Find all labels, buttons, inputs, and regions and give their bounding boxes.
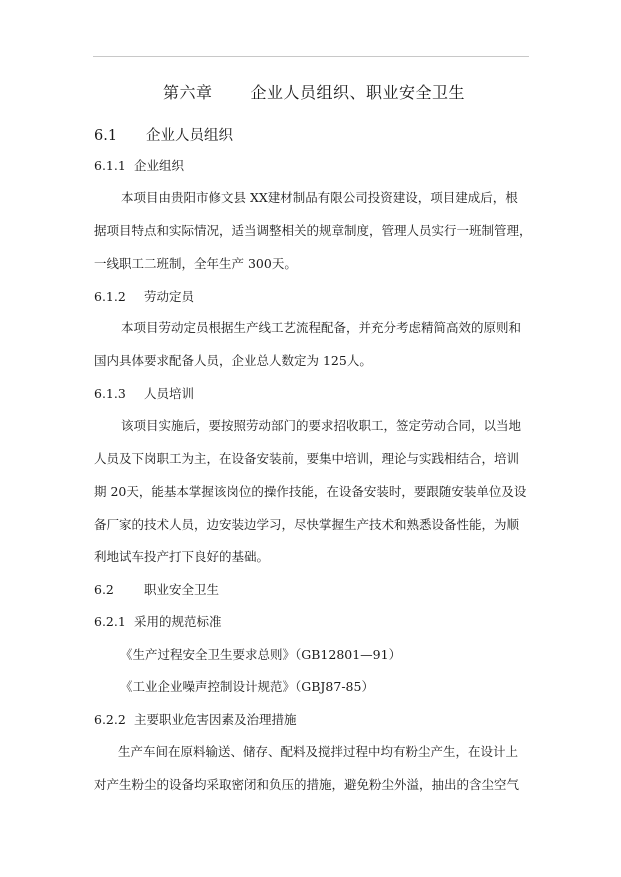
- section-heading-6-2: [94, 580, 219, 598]
- paragraph-line: 一线职工二班制，全年生产 300天。: [94, 256, 297, 271]
- paragraph-line: 生产车间在原料输送、储存、配料及搅拌过程中均有粉尘产生，在设计上: [118, 744, 519, 759]
- chapter-title: 企业人员组织、职业安全卫生: [250, 83, 466, 102]
- subsection-heading-6-2-2: [94, 710, 297, 728]
- subsection-heading-6-1-3: [94, 384, 194, 402]
- subsection-number: 6.1.3: [94, 386, 126, 401]
- paragraph-line: 本项目劳动定员根据生产线工艺流程配备，并充分考虑精简高效的原则和: [121, 320, 522, 335]
- paragraph-line: 国内具体要求配备人员，企业总人数定为 125人。: [94, 353, 372, 368]
- section-title: 职业安全卫生: [144, 582, 220, 597]
- standard-reference: 《生产过程安全卫生要求总则》（GB12801—91）: [120, 647, 402, 662]
- subsection-title: 企业组织: [134, 158, 185, 173]
- subsection-title: 人员培训: [144, 386, 195, 401]
- subsection-number: 6.1.2: [94, 289, 126, 304]
- chapter-heading: [163, 80, 465, 103]
- subsection-title: 主要职业危害因素及治理措施: [134, 712, 297, 727]
- section-number: 6.1: [94, 128, 118, 144]
- paragraph-line: 对产生粉尘的设备均采取密闭和负压的措施，避免粉尘外溢，抽出的含尘空气: [94, 777, 520, 792]
- chapter-number: 第六章: [163, 83, 213, 102]
- subsection-heading-6-1-1: [94, 156, 184, 174]
- paragraph-line: 备厂家的技术人员，边安装边学习，尽快掌握生产技术和熟悉设备性能，为顺: [94, 517, 520, 532]
- header-rule: [93, 56, 529, 57]
- paragraph-line: 利地试车投产打下良好的基础。: [94, 549, 270, 564]
- paragraph-line: 人员及下岗职工为主，在设备安装前，要集中培训，理论与实践相结合，培训: [94, 451, 520, 466]
- paragraph-line: 据项目特点和实际情况，适当调整相关的规章制度，管理人员实行一班制管理，: [94, 223, 532, 238]
- subsection-number: 6.1.1: [94, 158, 126, 173]
- subsection-title: 采用的规范标准: [134, 614, 222, 629]
- subsection-number: 6.2.2: [94, 712, 126, 727]
- paragraph-line: 本项目由贵阳市修文县 XX建材制品有限公司投资建设，项目建成后，根: [121, 190, 518, 205]
- subsection-title: 劳动定员: [144, 289, 195, 304]
- section-number: 6.2: [94, 582, 114, 597]
- paragraph-line: 该项目实施后，要按照劳动部门的要求招收职工，签定劳动合同，以当地: [121, 418, 522, 433]
- paragraph-line: 期 20天，能基本掌握该岗位的操作技能，在设备安装时，要跟随安装单位及设: [94, 484, 527, 499]
- standard-reference: 《工业企业噪声控制设计规范》（GBJ87-85）: [120, 679, 374, 694]
- subsection-number: 6.2.1: [94, 614, 126, 629]
- subsection-heading-6-1-2: [94, 287, 194, 305]
- section-title: 企业人员组织: [146, 128, 233, 144]
- section-heading-6-1: [94, 124, 233, 145]
- subsection-heading-6-2-1: [94, 612, 222, 630]
